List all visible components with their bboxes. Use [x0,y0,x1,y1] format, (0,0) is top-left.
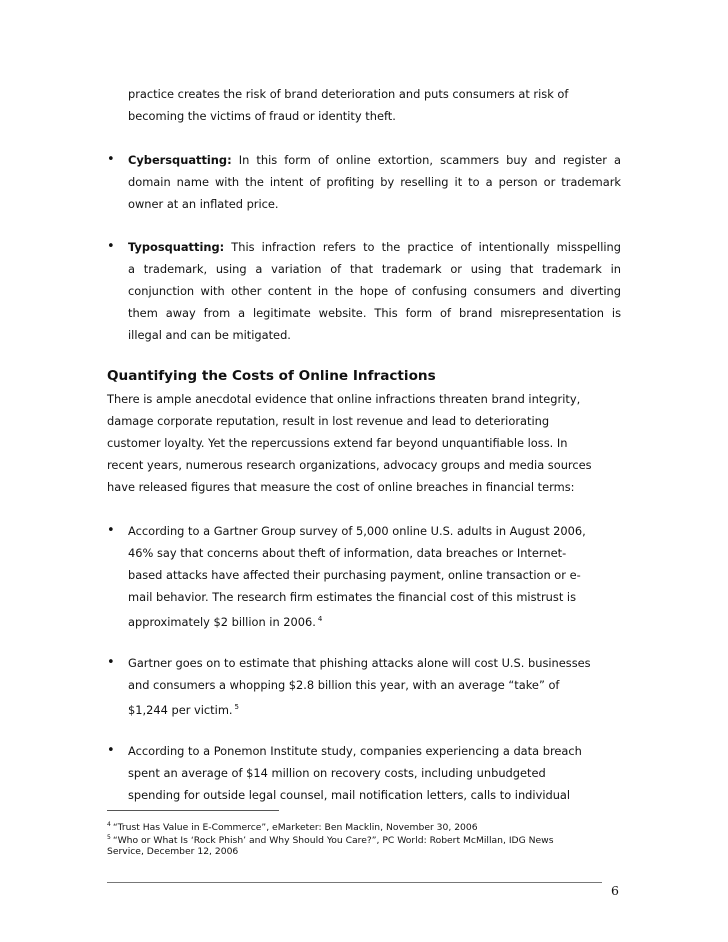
typosquatting-line-3: conjunction with other content in the hope of confusing consumers and diverting [128,284,621,298]
phishing-line-3 [128,700,239,717]
phishing-text-end: $1,244 per victim. [128,703,233,717]
gartner-line-3: based attacks have affected their purchasing payment, online transaction or e- [128,568,581,582]
footnote-4-text: “Trust Has Value in E-Commerce”, eMarketer: Ben Macklin, November 30, 2006 [112,822,478,833]
footnote-ref-5: 5 [234,703,240,711]
section-para-line-2: damage corporate reputation, result in lost revenue and lead to deteriorating [107,414,550,428]
section-para-line-1: There is ample anecdotal evidence that online infractions threaten brand integrity, [107,392,581,406]
typosquatting-line-2: a trademark, using a variation of that trademark or using that trademark in [128,262,621,276]
cybersquatting-line-1 [128,153,621,167]
cybersquatting-line-3: owner at an inflated price. [128,197,279,211]
footnote-5 [107,832,553,847]
cybersquatting-text: In this form of online extortion, scammers buy and register a [238,153,622,167]
gartner-line-5 [128,612,322,629]
bullet-marker: • [107,239,115,254]
section-para-line-3: customer loyalty. Yet the repercussions extend far beyond unquantifiable loss. In [107,436,568,450]
typosquatting-text: This infraction refers to the practice of intentionally misspelling [231,240,621,254]
page-number: 6 [611,883,619,898]
gartner-line-4: mail behavior. The research firm estimates the financial cost of this mistrust is [128,590,577,604]
bullet-marker: • [107,655,115,670]
bullet-marker: • [107,152,115,167]
ponemon-line-2: spent an average of $14 million on recovery costs, including unbudgeted [128,766,546,780]
cybersquatting-line-2: domain name with the intent of profiting by reselling it to a person or trademark [128,175,621,189]
footnote-separator [107,810,279,811]
gartner-line-1: According to a Gartner Group survey of 5,000 online U.S. adults in August 2006, [128,524,586,538]
typosquatting-line-5: illegal and can be mitigated. [128,328,291,342]
section-para-line-4: recent years, numerous research organizations, advocacy groups and media sources [107,458,592,472]
footnote-ref-4: 4 [317,615,323,623]
footnote-4-number: 4 [107,821,111,828]
footnote-5-text: “Who or What Is ‘Rock Phish’ and Why Should You Care?”, PC World: Robert McMillan, IDG News [112,835,554,846]
intro-line-1: practice creates the risk of brand deterioration and puts consumers at risk of [128,87,569,101]
gartner-line-2: 46% say that concerns about theft of information, data breaches or Internet- [128,546,567,560]
intro-line-2: becoming the victims of fraud or identity theft. [128,109,396,123]
bullet-marker: • [107,743,115,758]
phishing-line-2: and consumers a whopping $2.8 billion this year, with an average “take” of [128,678,560,692]
ponemon-line-1: According to a Ponemon Institute study, companies experiencing a data breach [128,744,582,758]
footer-rule [107,882,602,883]
typosquatting-term: Typosquatting: [128,240,225,254]
section-heading: Quantifying the Costs of Online Infractions [107,368,436,384]
typosquatting-line-4: them away from a legitimate website. This form of brand misrepresentation is [128,306,621,320]
ponemon-line-3: spending for outside legal counsel, mail notification letters, calls to individual [128,788,571,802]
section-para-line-5: have released figures that measure the cost of online breaches in financial terms: [107,480,575,494]
phishing-line-1: Gartner goes on to estimate that phishing attacks alone will cost U.S. businesses [128,656,591,670]
cybersquatting-term: Cybersquatting: [128,153,232,167]
footnote-5-number: 5 [107,834,111,841]
gartner-text-end: approximately $2 billion in 2006. [128,615,316,629]
footnote-5-continuation: Service, December 12, 2006 [107,846,239,857]
bullet-marker: • [107,523,115,538]
typosquatting-line-1 [128,240,621,254]
